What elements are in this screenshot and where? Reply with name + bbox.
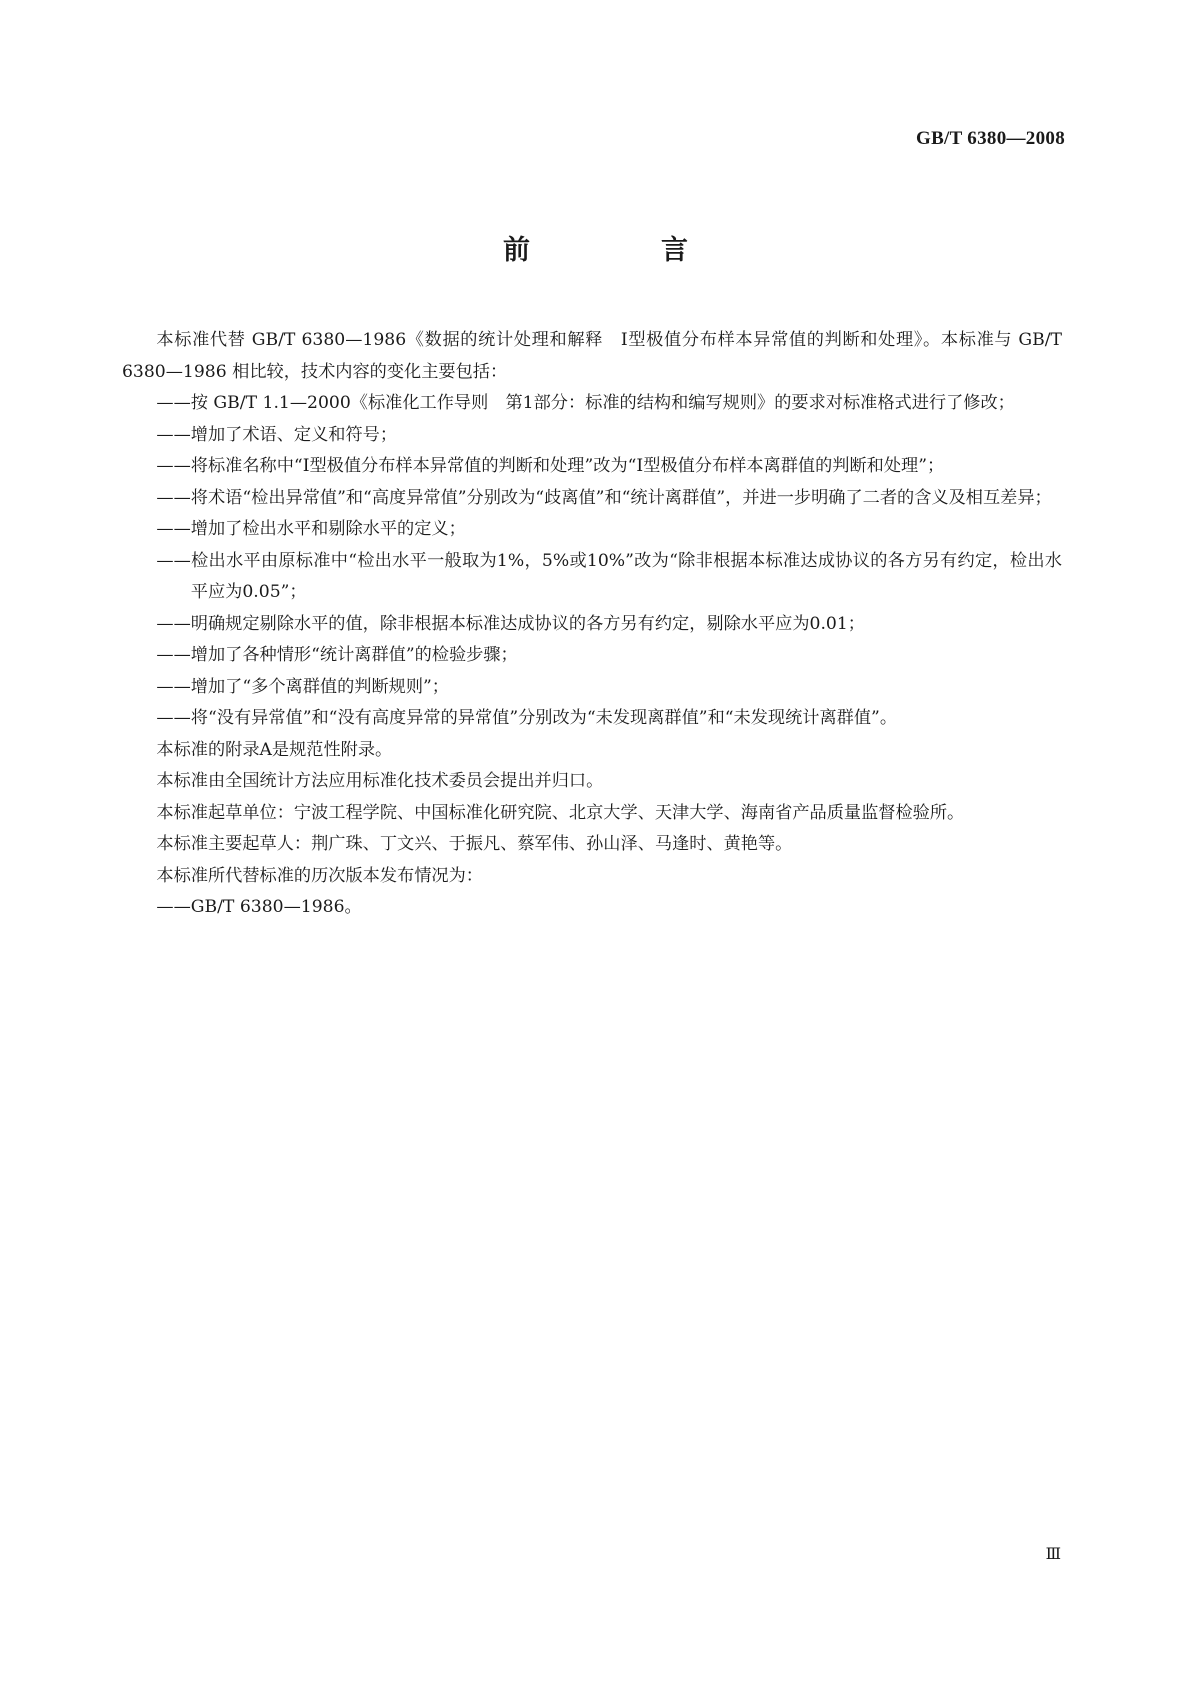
foreword-body bbox=[122, 325, 1062, 924]
change-item: ——将“没有异常值”和“没有高度异常的异常值”分别改为“未发现离群值”和“未发现统计离群值”。 bbox=[156, 708, 898, 728]
change-item: ——增加了“多个离群值的判断规则”； bbox=[156, 676, 449, 697]
appendix-note: 本标准的附录A是规范性附录。 bbox=[156, 739, 393, 760]
change-item: ——将术语“检出异常值”和“高度异常值”分别改为“歧离值”和“统计离群值”，并进一步明确了二者的含义及相互差异； bbox=[156, 487, 1052, 508]
history-item: ——GB/T 6380—1986。 bbox=[156, 897, 362, 917]
proposer-note: 本标准由全国统计方法应用标准化技术委员会提出并归口。 bbox=[156, 771, 604, 791]
standard-code: GB/T 6380—2008 bbox=[915, 128, 1065, 149]
history-intro: 本标准所代替标准的历次版本发布情况为： bbox=[156, 865, 483, 886]
change-item: ——明确规定剔除水平的值，除非根据本标准达成协议的各方另有约定，剔除水平应为0.01； bbox=[156, 613, 865, 634]
change-item: ——检出水平由原标准中“检出水平一般取为1%，5%或10%”改为“除非根据本标准达成协议的各方另有约定，检出水平应为0.05”； bbox=[156, 550, 1062, 602]
page-title: 前 言 bbox=[503, 235, 740, 266]
page-number: Ⅲ bbox=[1045, 1546, 1061, 1563]
change-item: ——增加了各种情形“统计离群值”的检验步骤； bbox=[156, 645, 518, 665]
change-item: ——增加了术语、定义和符号； bbox=[156, 424, 398, 445]
change-item: ——按 GB/T 1.1—2000《标准化工作导则 第1部分：标准的结构和编写规则》的要求对标准格式进行了修改； bbox=[156, 393, 1015, 413]
drafters: 本标准主要起草人：荆广珠、丁文兴、于振凡、蔡军伟、孙山泽、马逢时、黄艳等。 bbox=[156, 834, 793, 854]
drafting-units: 本标准起草单位：宁波工程学院、中国标准化研究院、北京大学、天津大学、海南省产品质量监督检验所。 bbox=[156, 802, 965, 823]
intro-paragraph: 本标准代替 GB/T 6380—1986《数据的统计处理和解释 Ⅰ型极值分布样本异常值的判断和处理》。本标准与 GB/T 6380—1986 相比较，技术内容的变化主要包括： bbox=[122, 330, 1062, 382]
change-item: ——将标准名称中“Ⅰ型极值分布样本异常值的判断和处理”改为“Ⅰ型极值分布样本离群值的判断和处理”； bbox=[156, 456, 945, 476]
change-item: ——增加了检出水平和剔除水平的定义； bbox=[156, 519, 466, 539]
